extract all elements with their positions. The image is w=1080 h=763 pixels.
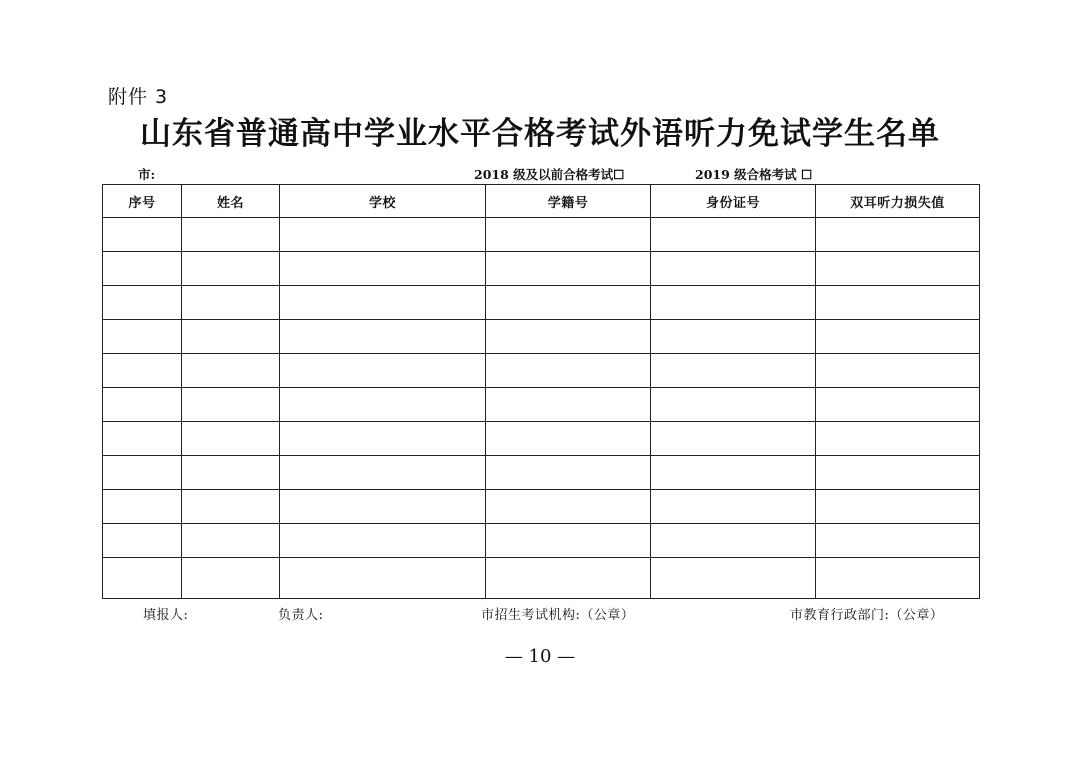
table-cell — [182, 320, 280, 354]
table-cell — [182, 218, 280, 252]
table-cell — [103, 490, 182, 524]
table-cell — [103, 422, 182, 456]
header-student-id: 学籍号 — [486, 185, 651, 218]
table-cell — [182, 422, 280, 456]
table-cell — [280, 320, 486, 354]
table-cell — [486, 456, 651, 490]
table-cell — [280, 524, 486, 558]
table-cell — [280, 354, 486, 388]
table-cell — [280, 252, 486, 286]
table-cell — [182, 524, 280, 558]
table-cell — [486, 252, 651, 286]
table-row — [103, 320, 980, 354]
grade-2019-option: 2019 级合格考试 ☐ — [695, 167, 813, 182]
table-cell — [816, 252, 980, 286]
table-cell — [486, 218, 651, 252]
table-cell — [816, 218, 980, 252]
exam-agency-seal-label: 市招生考试机构:（公章） — [481, 608, 635, 623]
table-cell — [182, 354, 280, 388]
table-cell — [486, 388, 651, 422]
table-cell — [486, 320, 651, 354]
table-cell — [103, 252, 182, 286]
table-cell — [182, 286, 280, 320]
table-row — [103, 286, 980, 320]
table-cell — [280, 422, 486, 456]
person-in-charge-label: 负责人: — [278, 608, 324, 623]
table-cell — [816, 456, 980, 490]
table-header-row — [103, 185, 980, 218]
table-cell — [182, 388, 280, 422]
header-id-card-number: 身份证号 — [651, 185, 816, 218]
table-cell — [816, 490, 980, 524]
header-serial-number: 序号 — [103, 185, 182, 218]
table-cell — [651, 286, 816, 320]
table-cell — [651, 218, 816, 252]
table-cell — [280, 286, 486, 320]
table-row — [103, 524, 980, 558]
table-cell — [651, 558, 816, 599]
table-cell — [651, 320, 816, 354]
table-cell — [651, 252, 816, 286]
table-row — [103, 218, 980, 252]
city-label: 市: — [138, 167, 156, 182]
table-cell — [103, 354, 182, 388]
table-cell — [486, 558, 651, 599]
table-cell — [280, 490, 486, 524]
table-cell — [651, 422, 816, 456]
table-cell — [280, 218, 486, 252]
table-row — [103, 252, 980, 286]
table-cell — [280, 456, 486, 490]
table-cell — [103, 388, 182, 422]
filler-label: 填报人: — [143, 608, 189, 623]
table-cell — [816, 286, 980, 320]
table-cell — [816, 524, 980, 558]
table-cell — [816, 558, 980, 599]
student-list-table — [102, 184, 980, 599]
education-dept-seal-label: 市教育行政部门:（公章） — [790, 608, 944, 623]
table-cell — [816, 422, 980, 456]
table-cell — [103, 320, 182, 354]
table-cell — [816, 320, 980, 354]
table-row — [103, 456, 980, 490]
table-cell — [816, 354, 980, 388]
table-cell — [182, 456, 280, 490]
table-cell — [651, 456, 816, 490]
table-cell — [182, 558, 280, 599]
table-cell — [103, 524, 182, 558]
table-cell — [651, 388, 816, 422]
table-cell — [486, 490, 651, 524]
table-cell — [103, 286, 182, 320]
table-cell — [182, 490, 280, 524]
header-name: 姓名 — [182, 185, 280, 218]
table-cell — [182, 252, 280, 286]
table-row — [103, 354, 980, 388]
table-row — [103, 422, 980, 456]
table-cell — [486, 354, 651, 388]
header-school: 学校 — [280, 185, 486, 218]
table-cell — [486, 286, 651, 320]
table-row — [103, 388, 980, 422]
table-cell — [280, 558, 486, 599]
table-cell — [651, 490, 816, 524]
table-cell — [103, 218, 182, 252]
table-cell — [651, 524, 816, 558]
attachment-label: 附件 3 — [108, 86, 169, 108]
page-number: — 10 — — [504, 646, 576, 667]
table-cell — [486, 524, 651, 558]
table-row — [103, 558, 980, 599]
table-cell — [103, 456, 182, 490]
table-cell — [486, 422, 651, 456]
table-cell — [280, 388, 486, 422]
table-cell — [651, 354, 816, 388]
document-title: 山东省普通高中学业水平合格考试外语听力免试学生名单 — [140, 116, 940, 152]
grade-2018-option: 2018 级及以前合格考试☐ — [474, 167, 625, 182]
header-hearing-loss-value: 双耳听力损失值 — [816, 185, 980, 218]
table-cell — [816, 388, 980, 422]
table-row — [103, 490, 980, 524]
table-cell — [103, 558, 182, 599]
